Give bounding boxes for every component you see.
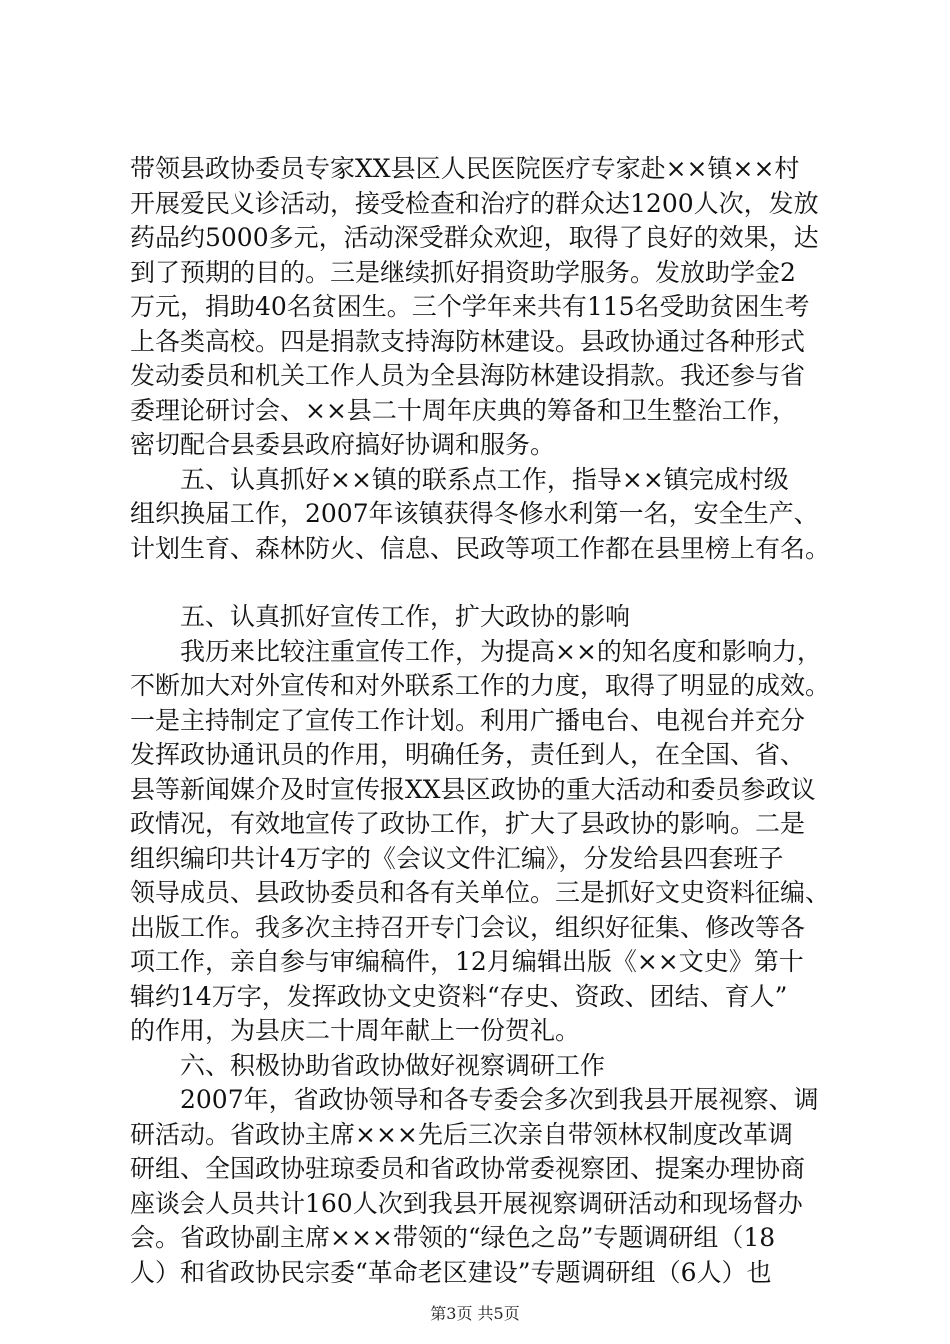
section-heading-publicity: 五、认真抓好宣传工作，扩大政协的影响 bbox=[180, 602, 631, 631]
text-line: 我历来比较注重宣传工作，为提高××的知名度和影响力， bbox=[180, 636, 822, 666]
text-line: 辑约14万字，发挥政协文史资料“存史、资政、团结、育人” bbox=[130, 981, 788, 1011]
text-line: 开展爱民义诊活动，接受检查和治疗的群众达1200人次，发放 bbox=[130, 188, 819, 218]
text-line: 到了预期的目的。三是继续抓好捐资助学服务。发放助学金2 bbox=[130, 257, 796, 287]
paragraph-publicity bbox=[130, 635, 830, 1049]
paragraph-spacer bbox=[130, 566, 830, 600]
document-body bbox=[130, 152, 830, 1290]
text-line: 上各类高校。四是捐款支持海防林建设。县政协通过各种形式 bbox=[130, 326, 806, 356]
text-line: 政情况，有效地宣传了政协工作，扩大了县政协的影响。二是 bbox=[130, 809, 806, 838]
text-line: 计划生育、森林防火、信息、民政等项工作都在县里榜上有名。 bbox=[130, 533, 830, 563]
text-line: 出版工作。我多次主持召开专门会议，组织好征集、修改等各 bbox=[130, 912, 806, 942]
text-line: 项工作，亲自参与审编稿件，12月编辑出版《××文史》第十 bbox=[130, 947, 804, 976]
text-line: 人）和省政协民宗委“革命老区建设”专题调研组（6人）也 bbox=[130, 1257, 772, 1287]
section-heading-inspection: 六、积极协助省政协做好视察调研工作 bbox=[180, 1050, 606, 1080]
text-line: 研活动。省政协主席×××先后三次亲自带领林权制度改革调 bbox=[130, 1119, 793, 1149]
text-line: 的作用，为县庆二十周年献上一份贺礼。 bbox=[130, 1016, 581, 1045]
paragraph-contact-point bbox=[130, 463, 830, 567]
text-line: 发挥政协通讯员的作用，明确任务，责任到人，在全国、省、 bbox=[130, 740, 806, 769]
text-line: 组织换届工作，2007年该镇获得冬修水利第一名，安全生产、 bbox=[130, 499, 819, 528]
paragraph-donations bbox=[130, 152, 830, 463]
text-line: 密切配合县委县政府搞好协调和服务。 bbox=[130, 430, 556, 459]
text-line: 万元，捐助40名贫困生。三个学年来共有115名受助贫困生考 bbox=[130, 292, 810, 321]
page-footer bbox=[0, 1304, 950, 1324]
text-line: 药品约5000多元，活动深受群众欢迎，取得了良好的效果，达 bbox=[130, 223, 819, 252]
text-line: 带领县政协委员专家XX县区人民医院医疗专家赴××镇××村 bbox=[130, 154, 800, 183]
text-line: 组织编印共计4万字的《会议文件汇编》，分发给县四套班子 bbox=[130, 843, 784, 873]
text-line: 五、认真抓好××镇的联系点工作，指导××镇完成村级 bbox=[180, 464, 789, 494]
text-line: 一是主持制定了宣传工作计划。利用广播电台、电视台并充分 bbox=[130, 705, 806, 735]
text-line: 发动委员和机关工作人员为全县海防林建设捐款。我还参与省 bbox=[130, 361, 806, 390]
text-line: 座谈会人员共计160人次到我县开展视察调研活动和现场督办 bbox=[130, 1188, 803, 1218]
text-line: 2007年，省政协领导和各专委会多次到我县开展视察、调 bbox=[180, 1085, 819, 1114]
text-line: 县等新闻媒介及时宣传报XX县区政协的重大活动和委员参政议 bbox=[130, 774, 816, 804]
text-line: 委理论研讨会、××县二十周年庆典的筹备和卫生整治工作， bbox=[130, 395, 797, 425]
text-line: 领导成员、县政协委员和各有关单位。三是抓好文史资料征编、 bbox=[130, 878, 830, 907]
text-line: 会。省政协副主席×××带领的“绿色之岛”专题调研组（18 bbox=[130, 1223, 776, 1252]
page-number: 第3页 共5页 bbox=[430, 1304, 520, 1323]
text-line: 不断加大对外宣传和对外联系工作的力度，取得了明显的成效。 bbox=[130, 671, 830, 700]
text-line: 研组、全国政协驻琼委员和省政协常委视察团、提案办理协商 bbox=[130, 1154, 806, 1183]
paragraph-inspection bbox=[130, 1083, 830, 1290]
